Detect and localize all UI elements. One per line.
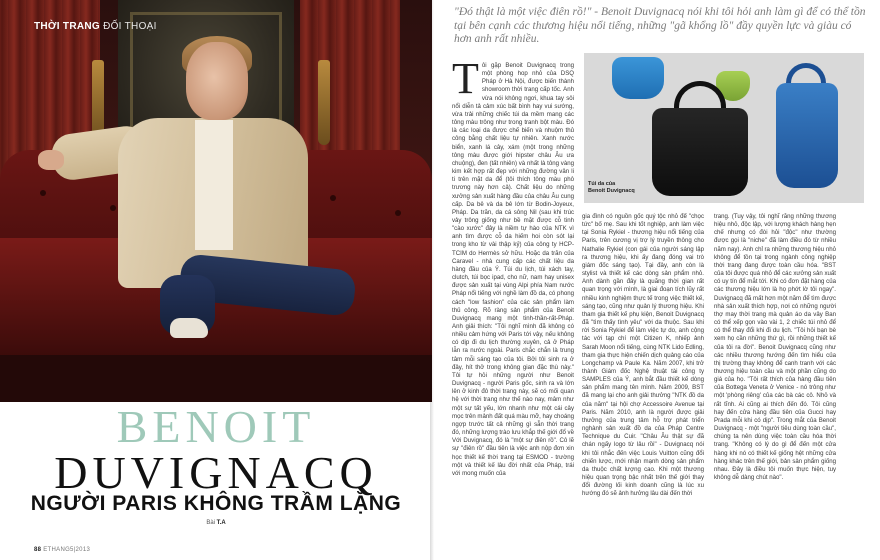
- byline: [0, 520, 432, 526]
- person-head: [186, 42, 248, 120]
- page-gutter: [430, 0, 434, 560]
- blue-bag-small: [612, 57, 664, 99]
- sofa-button: [40, 190, 46, 196]
- article-column-3: [714, 213, 836, 557]
- section-label: THỜI TRANG: [34, 21, 100, 32]
- title-first-name: BENOIT: [116, 401, 316, 452]
- page-folio: [34, 547, 90, 553]
- black-tote-bag: [652, 108, 748, 196]
- left-page: [0, 0, 432, 560]
- folio-page-number: 88: [34, 547, 42, 553]
- right-page: [432, 0, 880, 560]
- section-tag: [34, 21, 157, 32]
- article-column-1: [452, 62, 574, 557]
- sofa-button: [330, 195, 336, 201]
- person-shoe: [170, 318, 208, 338]
- tassel-right: [318, 60, 330, 145]
- photo-caption: [588, 181, 635, 195]
- photo-caption-line2: Benoit Duvignacq: [588, 188, 635, 194]
- column-2-text: gia đình có nguồn gốc quý tộc nhỏ để "chọc tức" bố mẹ. Sau khi tốt nghiệp, anh làm việc tại Sonia Rykiel - thương hiệu nổi tiếng của Paris, trên cương vị trợ lý truyền thông cho Nathalie Rykiel (con gái của người sáng lập ra thương hiệu, khi ấy đang đóng vai trò giám đốc sáng tạo). Tại đây, anh còn là stylist và thiết kế các dòng sản phẩm nhỏ. Anh dành gần đây là quãng thời gian rất quan trọng với mình, là giai đoạn tích lũy rất nhiều kinh nghiệm thực tế trong việc thiết kế, sáng tạo, cũng như quản lý thương hiệu. Khi tham gia thiết kế phụ kiện, Benoit Duvignacq đã "tìm thấy tình yêu" với da thuộc. Sau khi rời Sonia Rykiel để làm việc tự do, anh cộng tác với tạp chí một Citizen K, nhiếp ảnh Sarah Moon nổi tiếng, cùng NTK Lido Edling, tham gia thực hiện chiến dịch quảng cáo của Longchamp và Paule Ka. Năm 2007, khi trở thành Giám đốc Nghệ thuật tài công ty SAMPLES của Ý, anh bắt đầu thiết kế dòng sản phẩm mang tên mình. Năm 2009, BST đã mang lại cho anh giải thưởng "NTK đồ da của năm" tại hội chợ Accessoire Avenue tại Paris. Năm 2010, anh là người được giải thưởng của trung tâm hỗ trợ phát triển nghành sản xuất đồ da của Pháp Centre Technique du Cuir. "Châu Âu thật sự đã chán ngấy logo từ lâu rồi" - Duvignacq nói khi tôi nhắc đến việc Louis Vuitton cũng đổi chiến lược, mới nhận mạnh dòng sản phẩm da thuộc chất lượng cao. Khi một thương hiệu quan trọng bậc nhất trên thế giới thay đổi đường lối kinh doanh cũng là lúc xu hướng đó sẽ ảnh hưởng lâu dài đến thời: [582, 213, 704, 498]
- dropcap: T: [452, 62, 479, 103]
- section-sublabel: ĐỐI THOẠI: [103, 21, 157, 32]
- person-hand: [38, 150, 64, 170]
- sofa-button: [110, 205, 116, 211]
- sofa-button: [395, 210, 401, 216]
- photo-caption-line1: Túi da của: [588, 181, 616, 187]
- pull-quote: "Đó thật là một việc điên rồ!" - Benoit Duvignacq nói khi tôi hỏi anh làm gì để có thể tồn tại bên cạnh các thương hiệu nổi tiếng, những "gã khổng lồ" đầy quyền lực và giàu có hơn anh rất nhiều.: [454, 6, 866, 45]
- floor: [0, 355, 432, 402]
- byline-author: T.A: [216, 520, 226, 526]
- person-shirt: [195, 120, 233, 250]
- article-column-2: [582, 213, 704, 557]
- folio-issue: ETHANG5|2013: [43, 547, 91, 553]
- bags-photo: [584, 53, 864, 203]
- column-1-text: ôi gặp Benoit Duvignacq trong một phòng hop nhỏ của DSQ Pháp ở Hà Nội, được biến thành showroom thời trang cấp tốc. Anh vừa nói không ngơi, khua tay sôi nổi diễn tả cảm xúc bất bình hay vui sướng, vừa trải những chiếc túi da mềm mang các tông màu trông như trong tranh bột màu. Đó là các loại da được chế biến và nhuộm thủ công bằng chất liệu tự nhiên. Xanh nước biển, xanh lá cây, xám (một trong những tông màu được giới hipster châu Âu ưa chuộng), đen (tất nhiên) và nhất là tông vàng kim kết hợp rất đẹp với những đường vân li ti trên mặt da để (tôi thích tông màu phô trương này hơn cả). Chất liệu do những xưởng sản xuất hàng đầu của châu Âu cung cấp. Da bê và da bê lớn từ Bodin-Joyeux, Pháp. Da trăn, da cá sông Nil (sau khi trúc vảy trông giống như bề mặt được cỗ tinh "cào xước" đây là niềm tự hào của NTK vì anh tìm được cỗ da hiếm hoi còn sót lại trong kho từ vài thập kỷ) của công ty HCP-TCIM do Hermès sở hữu. Hoặc da trăn của Caravel - nhà cung cấp các chất liệu da hàng đầu của Ý. Túi du lịch, túi xách tay, clutch, túi bọc ipad, cho nữ, nam hay unisex được sản xuất tại vùng Alpi phía Nam nước Pháp nổi tiếng với nghề làm đồ da, có phong cách "low fashion" của các sản phẩm làm thủ công. Rõ ràng sản phẩm của Benoit Duvignacq mang một tinh-thần-rất-Pháp. Anh giải thích: "Tôi nghĩ mình đã không có nhiều cảm hứng với Paris tới vậy, nếu không có dịp đi du lịch thường xuyên, cả ở Pháp lẫn ra nước ngoài. Paris chắc chắn là trung tâm mỗi sáng tạo của tôi. Bởi tôi sinh ra ở đây, hít thở trong không gian đặc thù này." Tôi tự hỏi những người như Benoit Duvignacq - người Paris gốc, sinh ra và lớn lên ở kinh đô thời trang này, sẽ có mối quan hệ với thời trang như thế nào nay, mâm như một sự tất yếu, lớn nhanh như một cái cây mọc trên mảnh đất quá màu mỡ, hay choáng ngợp trước tất cả những gì sẵn thời trang đó, những lượng trào lưu khắp thế giới đổ về Với Duvignacq, đó là "một sự điên rồ". Cô lẽ sự "điên rồ" đầu tiên là việc anh nộp đơn xin học thiết kế thời trang tại ESMOD - trường một và thiết kế lâu đời nhất của Pháp, trái với mong muốn của: [452, 62, 574, 477]
- article-subtitle: NGƯỜI PARIS KHÔNG TRẦM LẶNG: [30, 492, 402, 515]
- column-3-text: trang. (Tuy vậy, tôi nghĩ rằng những thương hiệu nhỏ, độc lập, với lượng khách hàng hẹn chế nhưng có đòi hỏi "độc" như thường được gọi là "niche" đã làm điều đó từ nhiều năm nay). Anh chỉ ra những thương hiệu nhỏ không để tồn tại trong ngành công nghiệp thời trang đang được toàn cầu hóa. "BST của tôi được quá nhỏ để các xưởng sản xuất có uy tín để mắt tới. Khi có đơn đặt hàng của các thương hiệu lớn là họ phớt lờ tôi ngay". Duvignacq đã mất hơn một năm để tìm được nhà sản xuất thích hợp, nơi có những người thợ may thời trang mà quản áo da vây Ban có thể xếp gọn vào vài 1, 2 chiếc túi nhỏ để có thể thay đổi khi đi du lịch. "Tôi hỏi bạn bè xem họ cần những thứ gì, rồi những thiết kế của tôi ra đời". Benoit Duvignacq cũng như các nhiều thương hướng đến tìm hiểu của thị trường thay không để canh tranh với các thương hiệu toàn cầu và một phần cũng do giá của họ. "Tôi rất thích của hàng đầu tiên của Bottega Veneta ở Venice - nó trông như một 'phòng riêng' của các bà các cô. Nhỏ và rất tĩnh. Ai cũng ai thích đến đó. Tôi cũng hay đến cửa hàng đầu tiên của Gucci hay Prada mỗi khi có dịp". Trong mắt của Benoit Duvignacq - một "người tiêu dùng toàn cầu", chúng ta nên dùng việc toàn cầu hóa thời trang. "Không có lý do gì để đến một cửa hàng khi nó có thiết kế giống hệt những cửa hàng khác trên thế giới, bản sản phẩm giống nhau. Đây là điều tôi muốn thực hiện, tuy không dễ dàng chút nào".: [714, 213, 836, 481]
- blue-tote-bag: [776, 83, 838, 188]
- byline-prefix: Bài: [206, 520, 215, 526]
- title-last-name: DUVIGNACQ: [54, 447, 378, 498]
- portrait-photo: [0, 0, 432, 402]
